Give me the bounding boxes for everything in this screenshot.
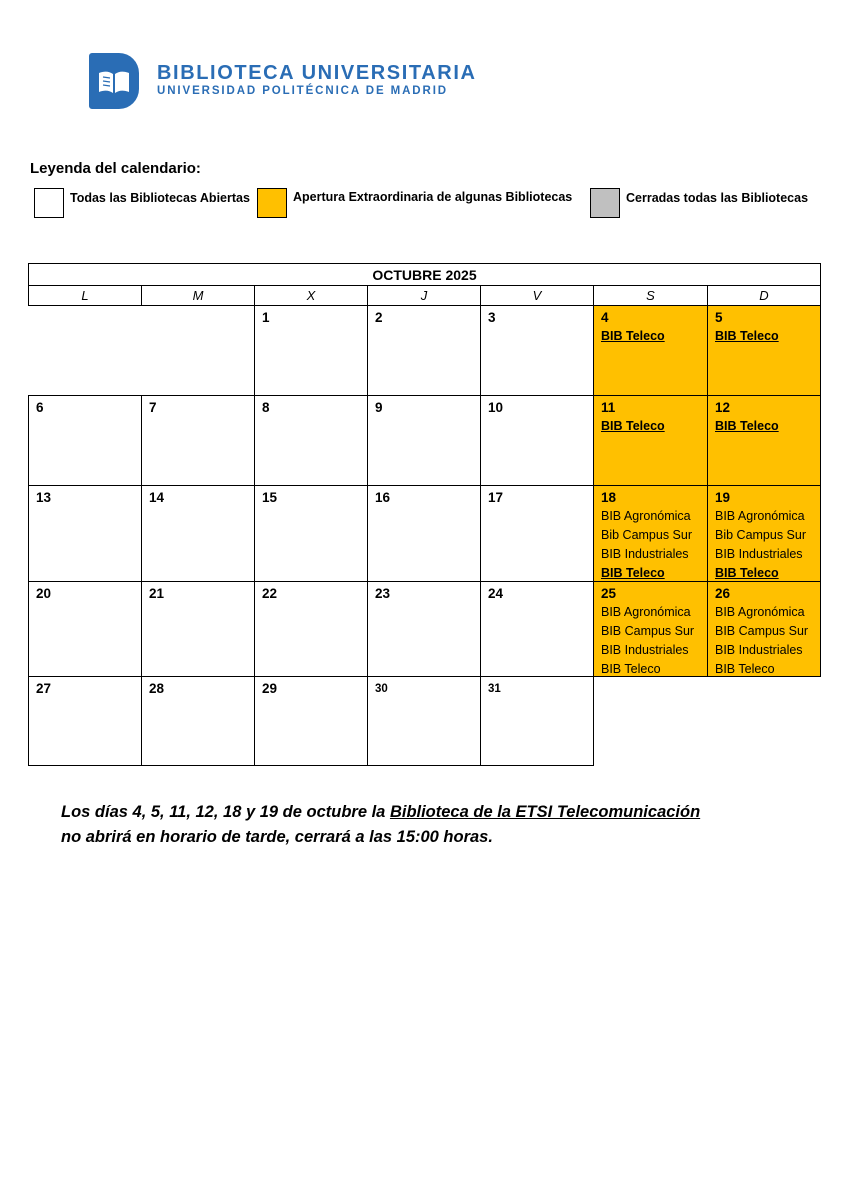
calendar-day-cell [367,581,481,677]
logo-title: BIBLIOTECA UNIVERSITARIA [157,62,477,84]
library-entry: BIB Industriales [601,547,689,561]
day-number: 26 [715,586,731,601]
calendar-day-cell [593,305,708,396]
day-number: 21 [149,586,165,601]
day-header: V [480,285,594,306]
day-number: 8 [262,400,270,415]
day-number: 16 [375,490,391,505]
library-logo [89,53,509,113]
calendar-day-cell [480,581,594,677]
calendar-day-cell [141,485,255,582]
legend-label-extraordinary: Apertura Extraordinaria de algunas Bibliotecas [293,190,573,204]
calendar-day-cell [141,395,255,486]
calendar-day-cell [254,581,368,677]
day-header: X [254,285,368,306]
day-number: 13 [36,490,52,505]
day-header: J [367,285,481,306]
library-entry: BIB Agronómica [601,605,691,619]
day-number: 6 [36,400,44,415]
logo-subtitle: UNIVERSIDAD POLITÉCNICA DE MADRID [157,85,449,97]
calendar-day-cell [254,676,368,766]
day-number: 7 [149,400,157,415]
day-number: 25 [601,586,617,601]
calendar-day-cell [480,676,594,766]
day-number: 2 [375,310,383,325]
calendar-day-cell [367,395,481,486]
library-entry: BIB Industriales [715,547,803,561]
library-entry: BIB Agronómica [715,605,805,619]
library-entry: BIB Teleco [715,329,779,343]
calendar-day-cell [480,305,594,396]
day-number: 28 [149,681,165,696]
library-entry: BIB Industriales [715,643,803,657]
library-entry: BIB Teleco [601,566,665,580]
calendar-day-cell [367,305,481,396]
day-header: D [707,285,821,306]
legend-swatch-open [34,188,64,218]
day-number: 11 [601,400,616,415]
library-entry: BIB Agronómica [601,509,691,523]
library-entry: Bib Campus Sur [715,528,807,542]
calendar-day-cell [141,581,255,677]
day-number: 5 [715,310,723,325]
day-header: M [141,285,255,306]
note-text-end: no abrirá en horario de tarde, cerrará a las 15:00 horas. [61,828,493,846]
library-entry: BIB Teleco [601,329,665,343]
closing-note [61,800,821,850]
legend-title: Leyenda del calendario: [30,160,201,177]
calendar-title: OCTUBRE 2025 [28,263,821,286]
calendar-day-cell [707,305,821,396]
logo-mark [89,53,139,109]
library-entry: Bib Campus Sur [601,528,693,542]
calendar-day-cell [367,676,481,766]
legend-label-open: Todas las Bibliotecas Abiertas [70,191,250,205]
day-number: 15 [262,490,278,505]
calendar-day-cell [254,395,368,486]
day-number: 10 [488,400,504,415]
day-number: 12 [715,400,731,415]
note-text-start: Los días 4, 5, 11, 12, 18 y 19 de octubre la [61,803,390,821]
legend-label-closed: Cerradas todas las Bibliotecas [626,191,809,205]
day-number: 22 [262,586,278,601]
calendar-day-cell [254,485,368,582]
day-number: 23 [375,586,391,601]
calendar-day-cell [593,581,708,677]
day-number: 19 [715,490,731,505]
legend-swatch-extraordinary [257,188,287,218]
library-entry: BIB Teleco [715,566,779,580]
day-number: 14 [149,490,165,505]
day-number: 31 [488,683,501,695]
library-entry: BIB Teleco [601,419,665,433]
day-number: 17 [488,490,504,505]
calendar-day-cell [593,485,708,582]
day-number: 30 [375,683,388,695]
library-entry: BIB Industriales [601,643,689,657]
calendar-day-cell [254,305,368,396]
library-entry: BIB Campus Sur [601,624,695,638]
day-number: 29 [262,681,278,696]
day-header: L [28,285,142,306]
calendar-day-cell [28,581,142,677]
day-number: 1 [262,310,270,325]
legend-swatch-closed [590,188,620,218]
note-library-link: Biblioteca de la ETSI Telecomunicación [389,803,701,821]
calendar-day-cell [707,395,821,486]
day-number: 24 [488,586,504,601]
day-number: 9 [375,400,383,415]
day-number: 18 [601,490,617,505]
calendar-day-cell [141,676,255,766]
calendar-day-cell [707,581,821,677]
calendar-day-cell [367,485,481,582]
calendar-day-cell [480,395,594,486]
library-entry: BIB Teleco [715,419,779,433]
calendar-day-cell [28,485,142,582]
calendar-day-cell [593,395,708,486]
day-number: 3 [488,310,496,325]
library-entry: BIB Agronómica [715,509,805,523]
calendar-day-cell [480,485,594,582]
day-header: S [593,285,708,306]
calendar-day-cell [28,676,142,766]
calendar-day-cell [28,395,142,486]
day-number: 4 [601,310,609,325]
library-entry: BIB Teleco [601,662,661,676]
calendar-day-cell [707,485,821,582]
library-entry: BIB Teleco [715,662,775,676]
day-number: 27 [36,681,52,696]
open-book-icon [98,70,130,94]
library-entry: BIB Campus Sur [715,624,809,638]
day-number: 20 [36,586,52,601]
